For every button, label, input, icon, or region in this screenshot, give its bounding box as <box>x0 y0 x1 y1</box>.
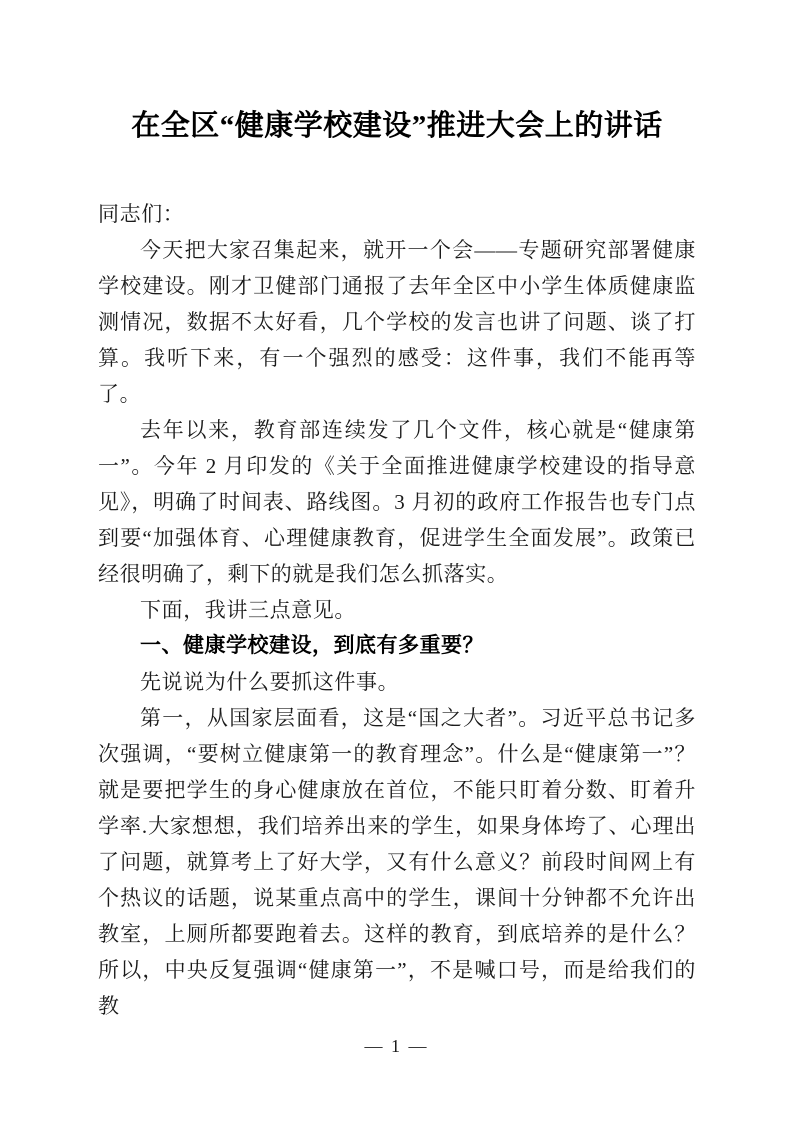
page-number-footer: — 1 — <box>364 1036 429 1056</box>
salutation: 同志们： <box>98 202 185 226</box>
paragraph-2: 去年以来，教育部连续发了几个文件，核心就是“健康第一”。今年 2 月印发的《关于全面推进健康学校建设的指导意见》，明确了时间表、路线图。3 月初的政府工作报告也专门点到要“加强体育、心理健康教育，促进学生全面发展”。政策已经很明确了，剩下的就是我们怎么抓落实。 <box>98 418 696 586</box>
section-paragraph-1: 先说说为什么要抓这件事。 <box>140 670 400 694</box>
section-heading-1: 一、健康学校建设，到底有多重要？ <box>140 634 484 657</box>
section-paragraph-2: 第一，从国家层面看，这是“国之大者”。习近平总书记多次强调，“要树立健康第一的教育理念”。什么是“健康第一”？就是要把学生的身心健康放在首位，不能只盯着分数、盯着升学率.大家想想，我们培养出来的学生，如果身体垮了、心理出了问题，就算考上了好大学，又有什么意义？前段时间网上有个热议的话题，说某重点高中的学生，课间十分钟都不允许出教室，上厕所都要跑着去。这样的教育，到底培养的是什么？所以，中央反复强调“健康第一”，不是喊口号，而是给我们的教 <box>98 706 696 1018</box>
document-body <box>98 0 696 1024</box>
page-title: 在全区“健康学校建设”推进大会上的讲话 <box>131 110 663 142</box>
paragraph-3: 下面，我讲三点意见。 <box>140 598 356 622</box>
paragraph-1: 今天把大家召集起来，就开一个会——专题研究部署健康学校建设。刚才卫健部门通报了去年全区中小学生体质健康监测情况，数据不太好看，几个学校的发言也讲了问题、谈了打算。我听下来，有一个强烈的感受：这件事，我们不能再等了。 <box>98 238 696 406</box>
